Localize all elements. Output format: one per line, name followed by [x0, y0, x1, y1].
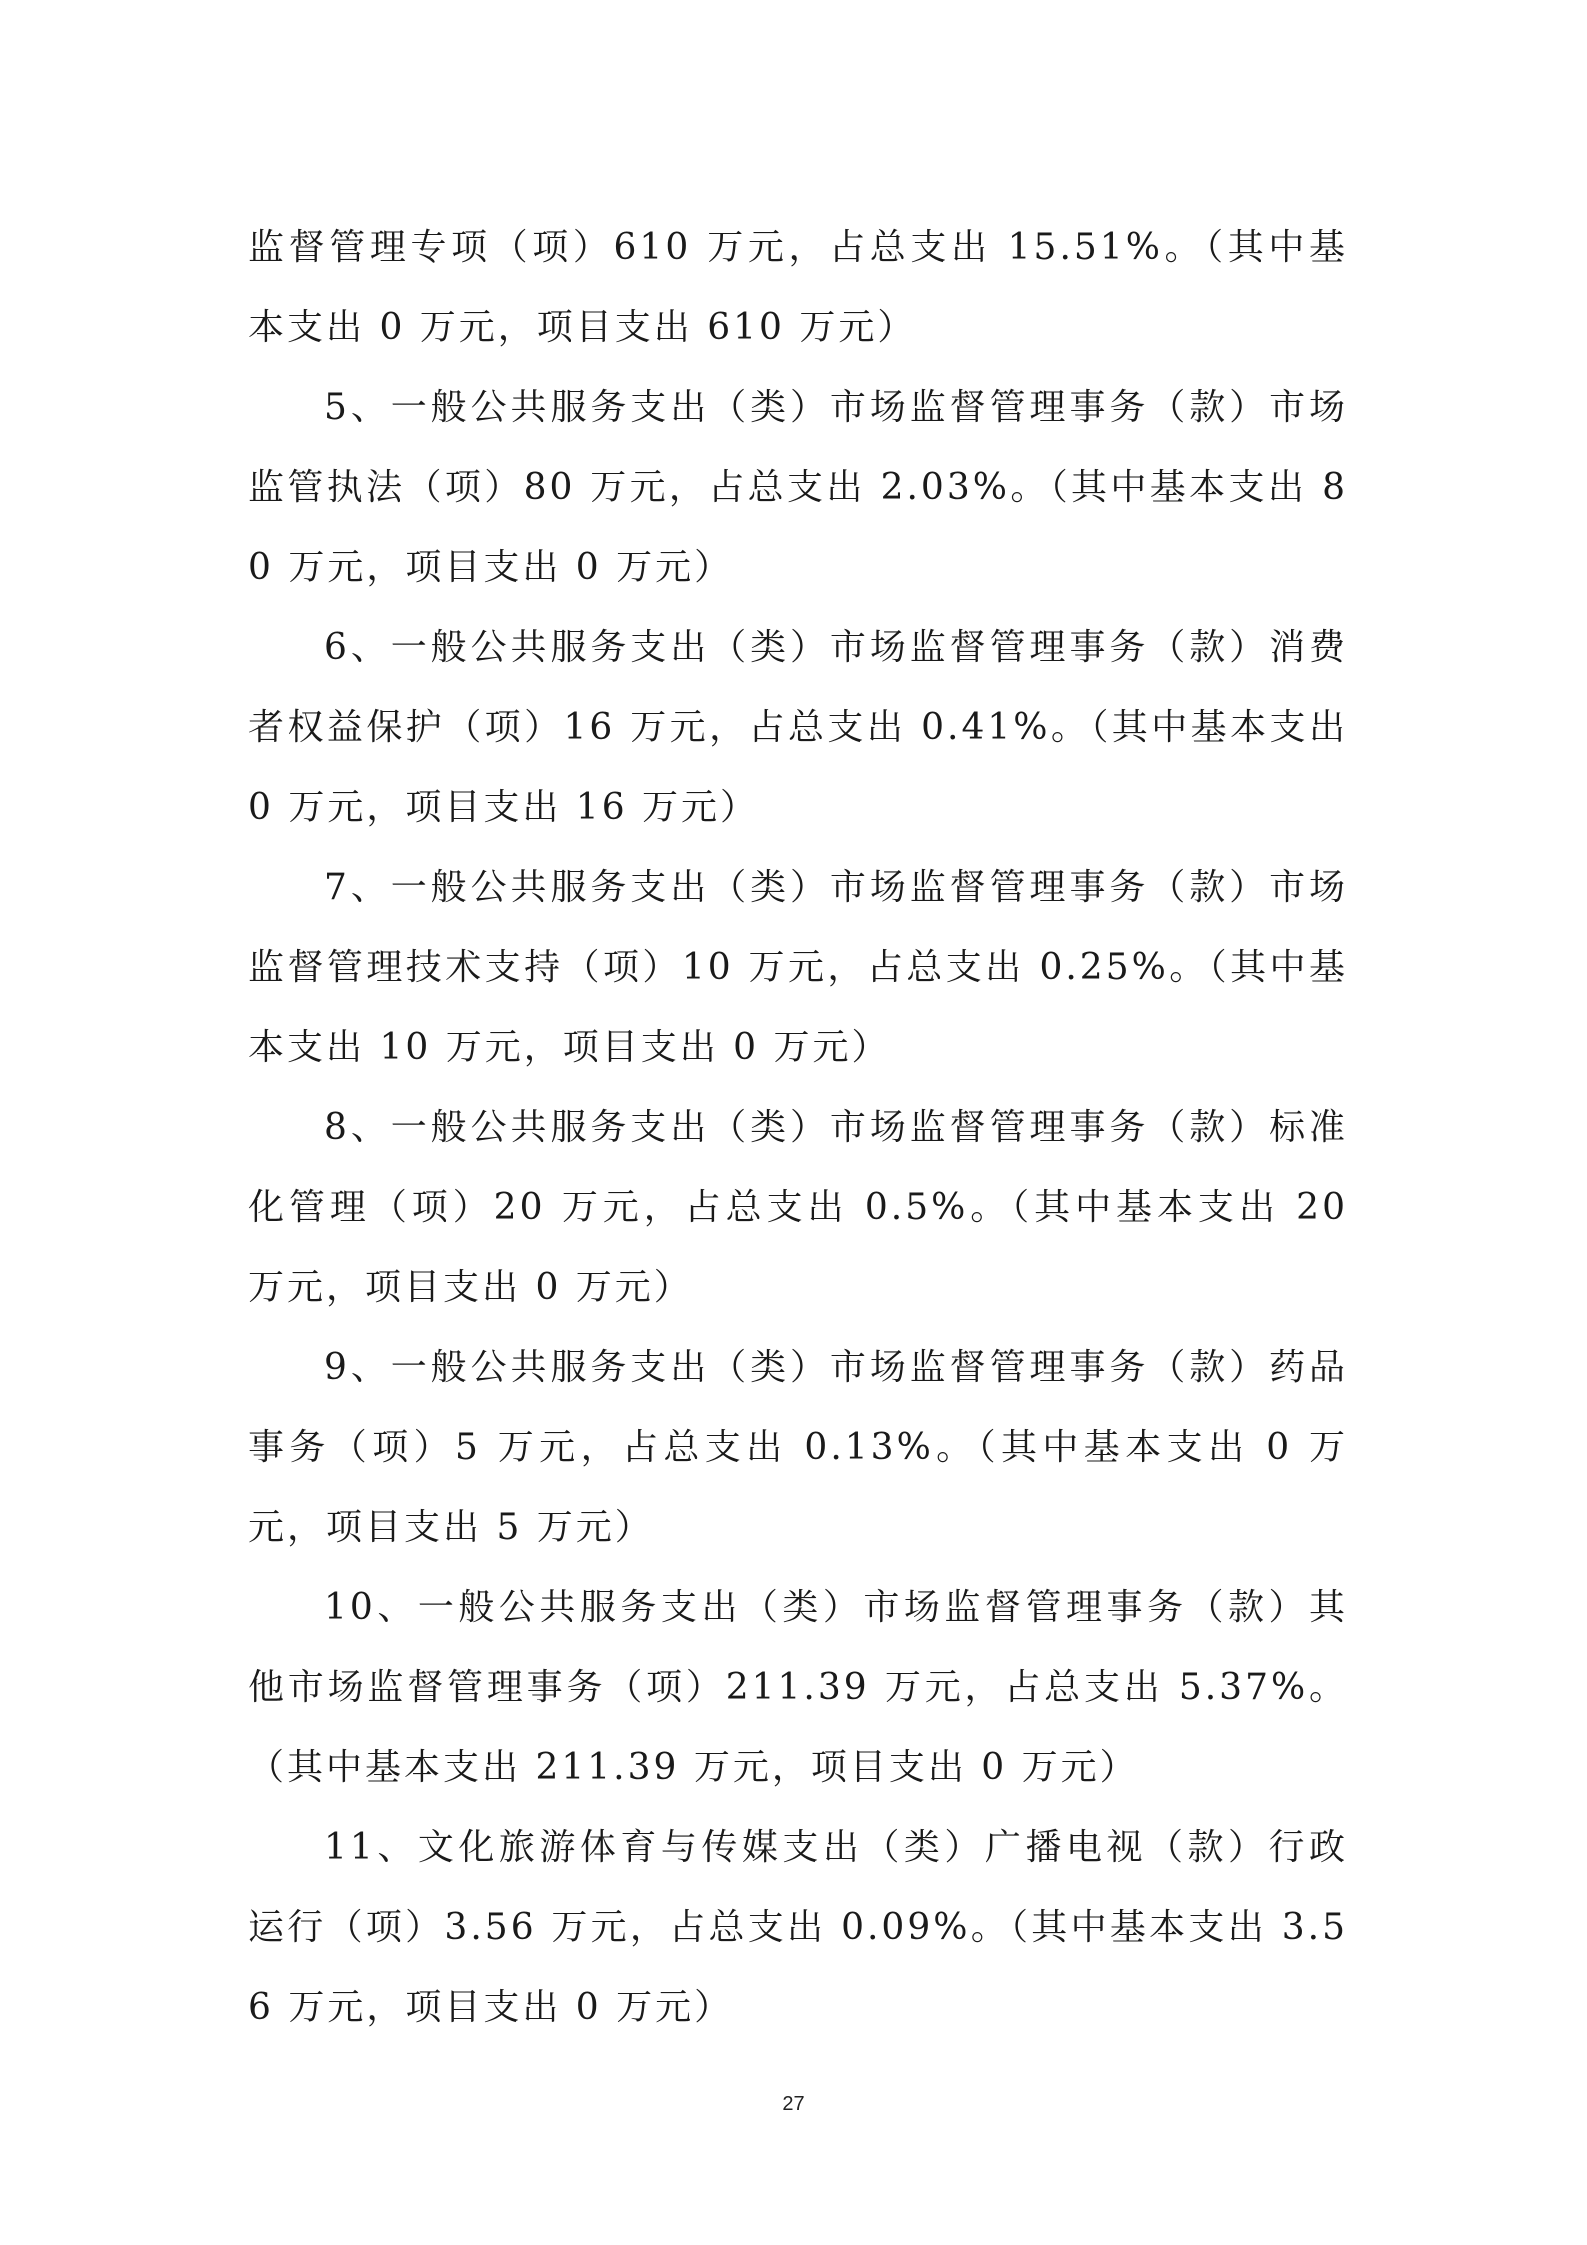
- paragraph-item-10: 10、一般公共服务支出（类）市场监督管理事务（款）其他市场监督管理事务（项）211.39 万元，占总支出 5.37%。（其中基本支出 211.39 万元，项目支出 0 万元）: [248, 1587, 1348, 1788]
- page-number: 27: [782, 2093, 805, 2115]
- paragraph-item-7: 7、一般公共服务支出（类）市场监督管理事务（款）市场监督管理技术支持（项）10 万元，占总支出 0.25%。（其中基本支出 10 万元，项目支出 0 万元）: [248, 867, 1348, 1068]
- paragraph-item-11: 11、文化旅游体育与传媒支出（类）广播电视（款）行政运行（项）3.56 万元，占总支出 0.09%。（其中基本支出 3.56 万元，项目支出 0 万元）: [248, 1827, 1348, 2028]
- paragraph-item-4-continued: 监督管理专项（项）610 万元，占总支出 15.51%。（其中基本支出 0 万元，项目支出 610 万元）: [248, 227, 1348, 348]
- paragraph-item-9: 9、一般公共服务支出（类）市场监督管理事务（款）药品事务（项）5 万元，占总支出 0.13%。（其中基本支出 0 万元，项目支出 5 万元）: [248, 1347, 1348, 1548]
- paragraph-item-5: 5、一般公共服务支出（类）市场监督管理事务（款）市场监管执法（项）80 万元，占总支出 2.03%。（其中基本支出 80 万元，项目支出 0 万元）: [248, 387, 1348, 588]
- paragraph-item-6: 6、一般公共服务支出（类）市场监督管理事务（款）消费者权益保护（项）16 万元，占总支出 0.41%。（其中基本支出 0 万元，项目支出 16 万元）: [248, 627, 1348, 828]
- document-body: [248, 208, 1348, 2048]
- paragraph-item-8: 8、一般公共服务支出（类）市场监督管理事务（款）标准化管理（项）20 万元，占总支出 0.5%。（其中基本支出 20 万元，项目支出 0 万元）: [248, 1107, 1348, 1308]
